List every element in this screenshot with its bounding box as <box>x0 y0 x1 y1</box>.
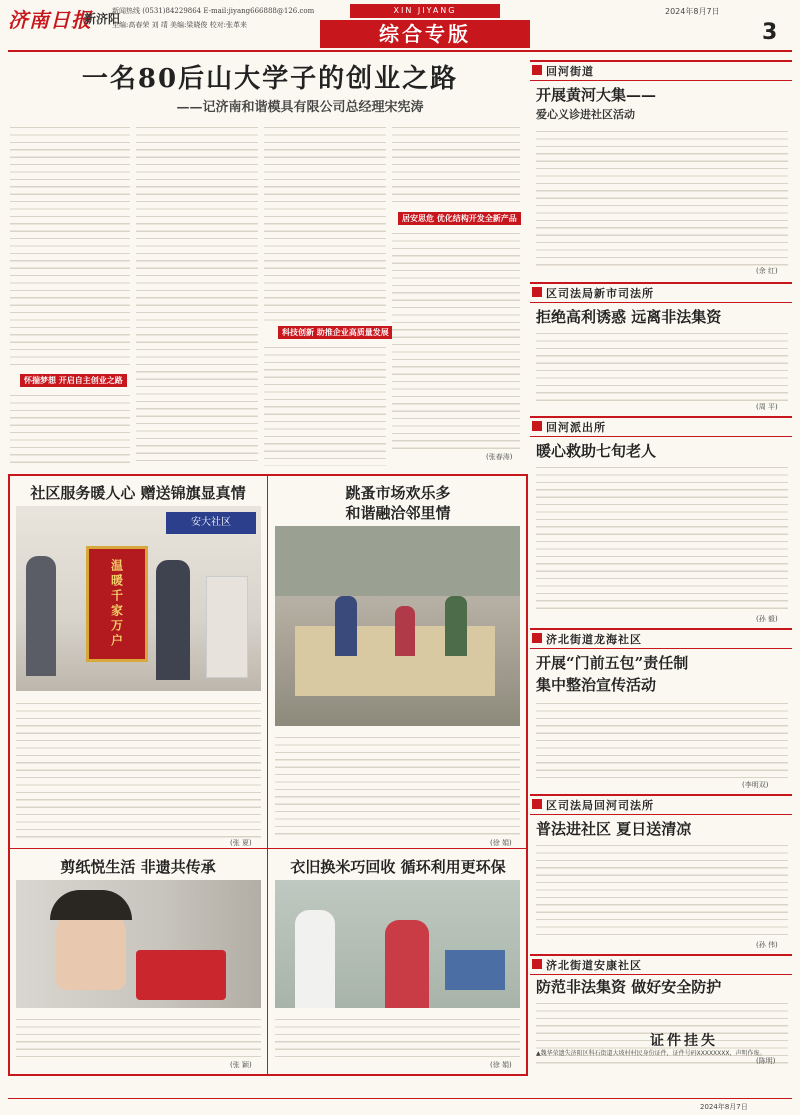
box-vertical-divider <box>267 476 268 1074</box>
lead-subhead-3: 居安思危 优化结构开发全新产品 <box>398 212 521 225</box>
lead-column-4 <box>392 122 520 206</box>
s1-header <box>530 60 792 81</box>
p1-photo <box>16 506 261 691</box>
p2-author: (徐 娟) <box>490 839 512 847</box>
s3-title: 暖心救助七旬老人 <box>536 442 657 460</box>
masthead: 济南日报 <box>8 8 92 32</box>
p3-paper-cut <box>136 950 226 1000</box>
p2-title: 跳蚤市场欢乐多 <box>345 484 451 502</box>
page-number: 3 <box>762 20 778 45</box>
p1-wall <box>206 576 248 678</box>
s2-header <box>530 282 792 303</box>
s6-head-label: 济北街道安康社区 <box>546 959 642 972</box>
p4-bag <box>445 950 505 990</box>
s2-body <box>536 328 788 402</box>
s6-author: (陈明) <box>756 1057 776 1065</box>
p1-person <box>156 560 190 680</box>
footer-date: 2024年8月7日 <box>700 1103 748 1111</box>
s5-author: (孙 伟) <box>756 941 778 949</box>
p2-photo <box>275 526 520 726</box>
p1-body <box>16 698 261 838</box>
p4-author: (徐 娟) <box>490 1061 512 1069</box>
p3-hair <box>50 890 132 920</box>
s4-title: 开展“门前五包”责任制 <box>536 654 689 672</box>
p4-title: 衣旧换米巧回收 循环利用更环保 <box>290 858 506 876</box>
hotline: 新闻热线 (0531)84229864 E-mail:jiyang666888@126.com <box>112 7 315 15</box>
lead-column-4b <box>392 228 520 450</box>
issue-date: 2024年8月7日 <box>665 7 720 16</box>
lead-title: 一名80后山大学子的创业之路 <box>81 64 459 94</box>
page-header <box>0 0 800 56</box>
footer-rule <box>8 1098 792 1099</box>
s1-head-label: 回河街道 <box>546 65 594 78</box>
p4-photo <box>275 880 520 1008</box>
pinyin-banner: XIN JIYANG <box>350 4 500 18</box>
p2-child <box>445 596 467 656</box>
s1-title: 开展黄河大集—— <box>536 86 657 104</box>
s3-head-label: 回河派出所 <box>546 421 606 434</box>
s4-head-label: 济北街道龙海社区 <box>546 633 642 646</box>
header-rule <box>8 50 792 52</box>
p1-banner: 安大社区 <box>166 512 256 534</box>
p3-photo <box>16 880 261 1008</box>
p1-author: (张 夏) <box>230 839 252 847</box>
lead-subhead-1: 怀揣梦想 开启自主创业之路 <box>20 374 127 387</box>
notice-text: ▲魏华荣遗失济阳区科石街道大坡村村民身份证件，证件号码XXXXXXXX，声明作废。 <box>536 1050 766 1057</box>
section-mark-icon <box>532 421 542 431</box>
lead-author: (张春涛) <box>486 453 513 461</box>
p1-title: 社区服务暖人心 赠送锦旗显真情 <box>30 484 246 502</box>
s1-author: (余 红) <box>756 267 778 275</box>
editors: 主编:高春荣 刘 靖 美编:梁晓俊 校对:张革来 <box>112 21 247 29</box>
lead-subhead-2: 科技创新 助推企业高质量发展 <box>278 326 393 339</box>
s4-header <box>530 628 792 649</box>
s6-header <box>530 954 792 975</box>
p4-person <box>385 920 429 1008</box>
p1-person <box>26 556 56 676</box>
box-horizontal-divider <box>10 848 526 849</box>
notice-title: 证件挂失 <box>650 1033 718 1049</box>
p2-title-2: 和谐融洽邻里情 <box>345 504 451 522</box>
lead-column-1 <box>10 122 130 370</box>
p4-body <box>275 1014 520 1062</box>
p1-pennant-text: 温暖千家万户 <box>109 559 124 649</box>
masthead-sub: 新济阳 <box>84 12 121 26</box>
p3-body <box>16 1014 261 1062</box>
s4-subtitle: 集中整治宣传活动 <box>536 676 657 694</box>
s6-title: 防范非法集资 做好安全防护 <box>536 978 722 996</box>
p3-title: 剪纸悦生活 非遗共传承 <box>60 858 216 876</box>
s4-body <box>536 698 788 780</box>
s4-author: (李明双) <box>742 781 769 789</box>
s3-author: (孙 毅) <box>756 615 778 623</box>
s1-subtitle: 爱心义诊进社区活动 <box>536 108 635 121</box>
s1-body <box>536 126 788 266</box>
p3-author: (张 颖) <box>230 1061 252 1069</box>
lead-column-2 <box>136 122 258 466</box>
p2-body <box>275 732 520 836</box>
section-mark-icon <box>532 287 542 297</box>
s5-head-label: 区司法局回河司法所 <box>546 799 654 812</box>
p2-child <box>335 596 357 656</box>
lead-column-1b <box>10 390 130 466</box>
p2-trees <box>275 526 520 596</box>
lead-subtitle: ——记济南和谐模具有限公司总经理宋宪涛 <box>176 100 424 115</box>
s2-title: 拒绝高利诱惑 远离非法集资 <box>536 308 722 326</box>
s5-title: 普法进社区 夏日送清凉 <box>536 820 692 838</box>
s3-header <box>530 416 792 437</box>
section-title: 综合专版 <box>320 20 530 48</box>
lead-column-3 <box>264 122 386 322</box>
section-mark-icon <box>532 959 542 969</box>
p1-pennant <box>86 546 148 662</box>
section-mark-icon <box>532 65 542 75</box>
p4-person <box>295 910 335 1008</box>
section-mark-icon <box>532 799 542 809</box>
photo-feature-box <box>8 474 528 1076</box>
lead-column-3b <box>264 342 386 466</box>
right-column <box>530 56 792 1066</box>
s2-head-label: 区司法局新市司法所 <box>546 287 654 300</box>
s3-body <box>536 462 788 614</box>
p2-child <box>395 606 415 656</box>
s5-body <box>536 840 788 940</box>
s5-header <box>530 794 792 815</box>
s2-author: (周 平) <box>756 403 778 411</box>
section-mark-icon <box>532 633 542 643</box>
